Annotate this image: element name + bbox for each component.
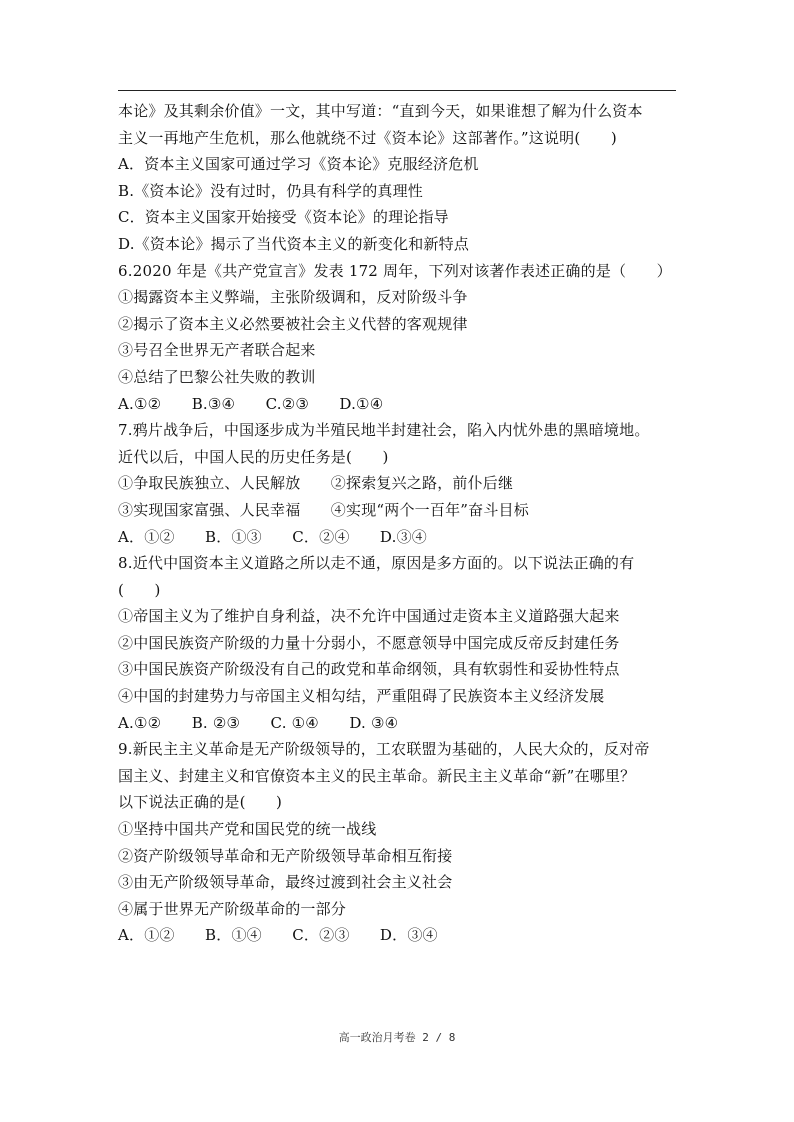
page-content [118,98,683,949]
statement-line: ④总结了巴黎公社失败的教训 [118,367,316,386]
question-6: 6.2020 年是《共产党宣言》发表 172 周年，下列对该著作表述正确的是（ ） [118,261,672,280]
answer-options: A.①② B.③④ C.②③ D.①④ [118,394,384,413]
statement-line: ①揭露资本主义弊端，主张阶级调和，反对阶级斗争 [118,288,468,307]
question-7: 7.鸦片战争后，中国逐步成为半殖民地半封建社会，陷入内忧外患的黑暗境地。 [118,421,650,440]
statement-line: ③实现国家富强、人民幸福 ④实现“两个一百年”奋斗目标 [118,500,529,519]
answer-options: A．①② B．①③ C．②④ D.③④ [118,527,427,546]
statement-line: ③由无产阶级领导革命，最终过渡到社会主义社会 [118,873,453,892]
option-line: A．资本主义国家可通过学习《资本论》克服经济危机 [118,155,479,174]
question-9: 9.新民主主义革命是无产阶级领导的，工农联盟为基础的，人民大众的，反对帝 [118,740,650,759]
option-line: C．资本主义国家开始接受《资本论》的理论指导 [118,208,449,227]
question-7-cont: 近代以后，中国人民的历史任务是( ) [118,447,389,466]
statement-line: ④属于世界无产阶级革命的一部分 [118,899,347,918]
text-line: 本论》及其剩余价值》一文，其中写道：“直到今天，如果谁想了解为什么资本 [118,102,643,120]
option-line: D.《资本论》揭示了当代资本主义的新变化和新特点 [118,234,470,253]
statement-line: ②中国民族资产阶级的力量十分弱小，不愿意领导中国完成反帝反封建任务 [118,633,620,652]
question-8: 8.近代中国资本主义道路之所以走不通，原因是多方面的。以下说法正确的有 [118,554,635,573]
question-8-cont: ( ) [118,580,161,599]
question-9-cont: 国主义、封建主义和官僚资本主义的民主革命。新民主主义革命“新”在哪里？ [118,766,636,785]
question-9-cont: 以下说法正确的是( ) [118,793,283,812]
statement-line: ②揭示了资本主义必然要被社会主义代替的客观规律 [118,314,468,333]
statement-line: ①争取民族独立、人民解放 ②探索复兴之路，前仆后继 [118,474,514,493]
statement-line: ①坚持中国共产党和国民党的统一战线 [118,820,377,839]
option-line: B.《资本论》没有过时，仍具有科学的真理性 [118,181,423,200]
header-rule [118,90,676,91]
text-line: 主义一再地产生危机，那么他就绕不过《资本论》这部著作。”这说明( ) [118,128,617,147]
answer-options: A．①② B．①④ C．②③ D．③④ [118,926,438,945]
answer-options: A.①② B. ②③ C. ①④ D. ③④ [118,713,399,732]
statement-line: ②资产阶级领导革命和无产阶级领导革命相互衔接 [118,846,453,865]
statement-line: ③号召全世界无产者联合起来 [118,341,316,360]
statement-line: ③中国民族资产阶级没有自己的政党和革命纲领，具有软弱性和妥协性特点 [118,660,620,679]
statement-line: ①帝国主义为了维护自身利益，决不允许中国通过走资本主义道路强大起来 [118,607,620,626]
page-footer: 高一政治月考卷 2 / 8 [338,1031,456,1044]
statement-line: ④中国的封建势力与帝国主义相勾结，严重阻碍了民族资本主义经济发展 [118,687,605,706]
